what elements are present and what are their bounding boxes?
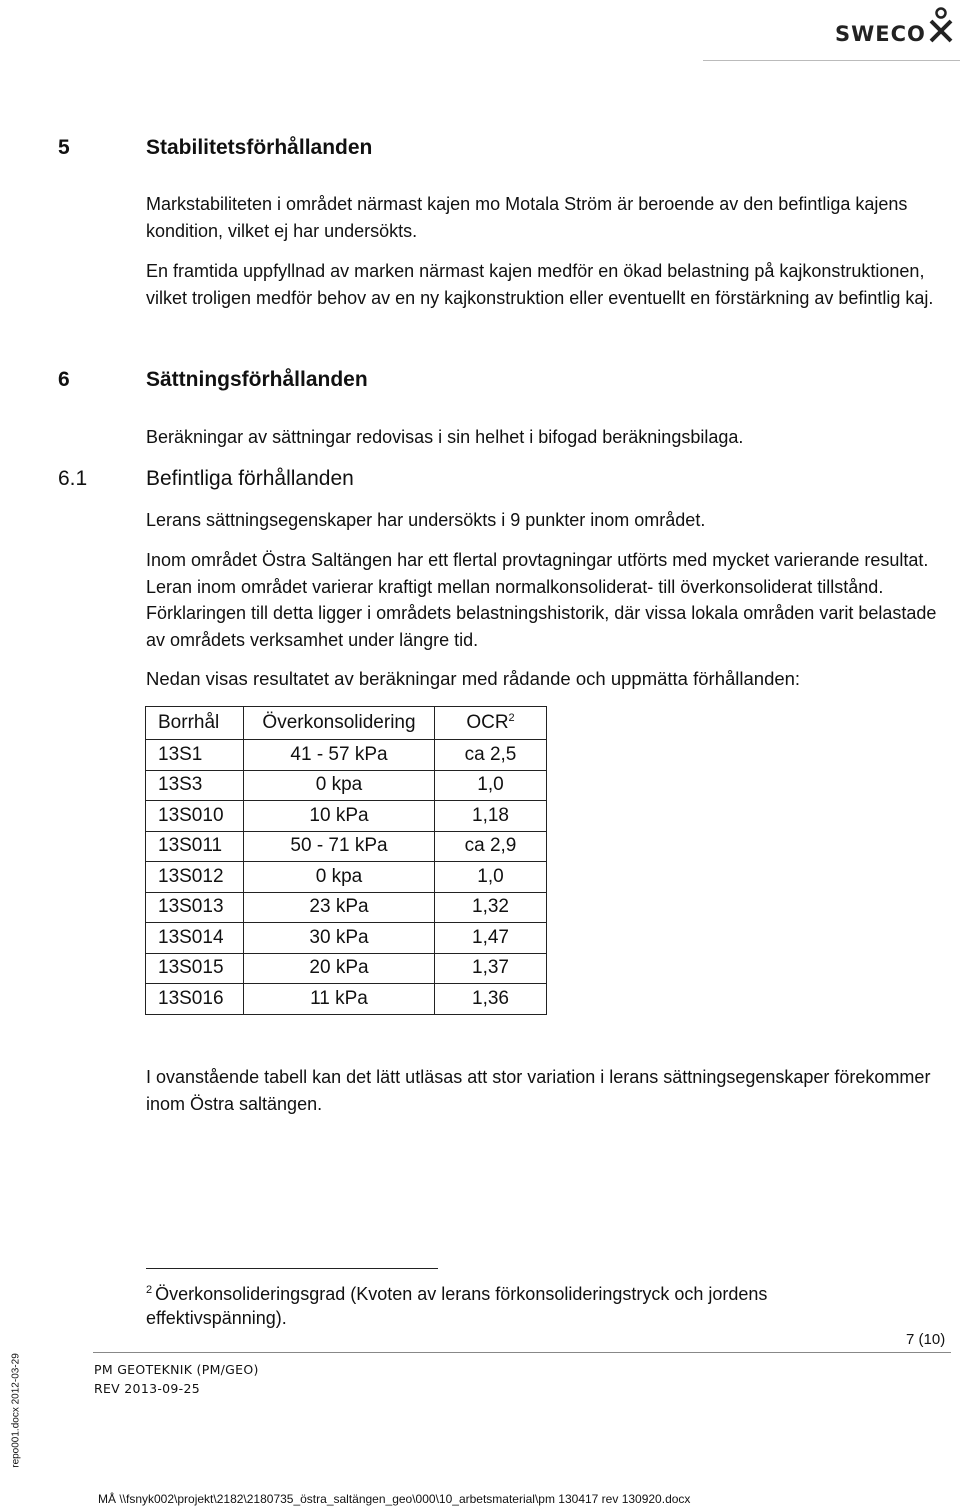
template-id: repo001.docx 2012-03-29 bbox=[10, 1353, 22, 1468]
table-row bbox=[146, 892, 547, 923]
section-6-1-paragraph-1: Lerans sättningsegenskaper har undersökts i 9 punkter inom området. bbox=[146, 510, 706, 530]
cell-overkonsolidering: 30 kPa bbox=[244, 923, 435, 954]
cell-overkonsolidering: 11 kPa bbox=[244, 984, 435, 1015]
footnote-text: Överkonsolideringsgrad (Kvoten av lerans förkonsolideringstryck och jordens effektivspänning). bbox=[146, 1284, 768, 1328]
header-overkonsolidering: Överkonsolidering bbox=[244, 707, 435, 740]
sweco-logo-icon bbox=[925, 5, 957, 43]
header-ocr bbox=[435, 707, 547, 740]
paragraph-text: En framtida uppfyllnad av marken närmast kajen medför en ökad belastning på kajkonstruktionen, vilket troligen medför behov av en ny kajkonstruktion eller eventuellt en förstärkning av befintlig kaj. bbox=[146, 261, 934, 308]
footnote bbox=[146, 1278, 906, 1330]
header-rule bbox=[703, 60, 960, 61]
cell-overkonsolidering: 41 - 57 kPa bbox=[244, 740, 435, 771]
section-6-1-number: 6.1 bbox=[58, 467, 88, 490]
ocr-table bbox=[145, 706, 547, 1015]
logo-text: SWECO bbox=[835, 22, 926, 46]
cell-ocr: 1,37 bbox=[435, 953, 547, 984]
section-5-paragraph-2 bbox=[146, 258, 958, 311]
section-5-paragraph-1 bbox=[146, 191, 958, 244]
cell-ocr: ca 2,5 bbox=[435, 740, 547, 771]
cell-overkonsolidering: 23 kPa bbox=[244, 892, 435, 923]
cell-borrhal: 13S016 bbox=[146, 984, 244, 1015]
cell-borrhal: 13S015 bbox=[146, 953, 244, 984]
file-path: MÅ \\fsnyk002\projekt\2182\2180735_östra_saltängen_geo\000\10_arbetsmaterial\pm 130417 rev 130920.docx bbox=[98, 1492, 691, 1506]
section-5-title: Stabilitetsförhållanden bbox=[146, 136, 373, 159]
table-row bbox=[146, 923, 547, 954]
header-borrhal: Borrhål bbox=[146, 707, 244, 740]
footer-rule bbox=[93, 1352, 951, 1353]
cell-ocr: 1,0 bbox=[435, 770, 547, 801]
cell-overkonsolidering: 0 kpa bbox=[244, 770, 435, 801]
section-5-number: 5 bbox=[58, 136, 70, 159]
footnote-separator bbox=[146, 1268, 438, 1269]
section-6-title: Sättningsförhållanden bbox=[146, 368, 368, 391]
conclusion-paragraph: I ovanstående tabell kan det lätt utläsas att stor variation i lerans sättningsegenskaper förekommer inom Östra saltängen. bbox=[146, 1067, 931, 1114]
cell-ocr: 1,47 bbox=[435, 923, 547, 954]
section-6-1-title: Befintliga förhållanden bbox=[146, 467, 354, 490]
cell-ocr: 1,36 bbox=[435, 984, 547, 1015]
cell-borrhal: 13S3 bbox=[146, 770, 244, 801]
footer-doc-type: PM GEOTEKNIK (PM/GEO) bbox=[94, 1362, 259, 1377]
section-6-1-paragraph-3: Nedan visas resultatet av beräkningar med rådande och uppmätta förhållanden: bbox=[146, 668, 801, 689]
paragraph-text: Markstabiliteten i området närmast kajen mo Motala Ström är beroende av den befintliga kajens kondition, vilket ej har undersökts. bbox=[146, 194, 908, 241]
cell-borrhal: 13S011 bbox=[146, 831, 244, 862]
footer-revision: REV 2013-09-25 bbox=[94, 1381, 200, 1396]
cell-overkonsolidering: 20 kPa bbox=[244, 953, 435, 984]
section-6-1-paragraph-2: Inom området Östra Saltängen har ett flertal provtagningar utförts med mycket varierande resultat. Leran inom området varierar kraftigt mellan normalkonsoliderat- till överkonsoliderat tillstånd. Förklaringen till detta ligger i områdets belastningshistorik, där vissa lokala områden varit belastade av områdets verksamhet under längre tid. bbox=[146, 550, 937, 650]
table-row bbox=[146, 740, 547, 771]
page-number: 7 (10) bbox=[906, 1331, 946, 1348]
section-6-number: 6 bbox=[58, 368, 70, 391]
cell-borrhal: 13S010 bbox=[146, 801, 244, 832]
cell-borrhal: 13S1 bbox=[146, 740, 244, 771]
table-row bbox=[146, 984, 547, 1015]
cell-borrhal: 13S012 bbox=[146, 862, 244, 893]
cell-ocr: 1,18 bbox=[435, 801, 547, 832]
header-ocr-label: OCR bbox=[466, 712, 509, 733]
table-header-row bbox=[146, 707, 547, 740]
company-logo bbox=[835, 22, 926, 46]
table-row bbox=[146, 770, 547, 801]
cell-overkonsolidering: 0 kpa bbox=[244, 862, 435, 893]
footnote-mark: 2 bbox=[146, 1284, 153, 1296]
table-row bbox=[146, 953, 547, 984]
section-6-intro: Beräkningar av sättningar redovisas i sin helhet i bifogad beräkningsbilaga. bbox=[146, 427, 744, 447]
footnote-reference: 2 bbox=[508, 712, 515, 724]
cell-overkonsolidering: 10 kPa bbox=[244, 801, 435, 832]
cell-borrhal: 13S014 bbox=[146, 923, 244, 954]
cell-borrhal: 13S013 bbox=[146, 892, 244, 923]
cell-ocr: 1,0 bbox=[435, 862, 547, 893]
cell-ocr: ca 2,9 bbox=[435, 831, 547, 862]
table-row bbox=[146, 801, 547, 832]
cell-overkonsolidering: 50 - 71 kPa bbox=[244, 831, 435, 862]
table-row bbox=[146, 862, 547, 893]
cell-ocr: 1,32 bbox=[435, 892, 547, 923]
table-row bbox=[146, 831, 547, 862]
